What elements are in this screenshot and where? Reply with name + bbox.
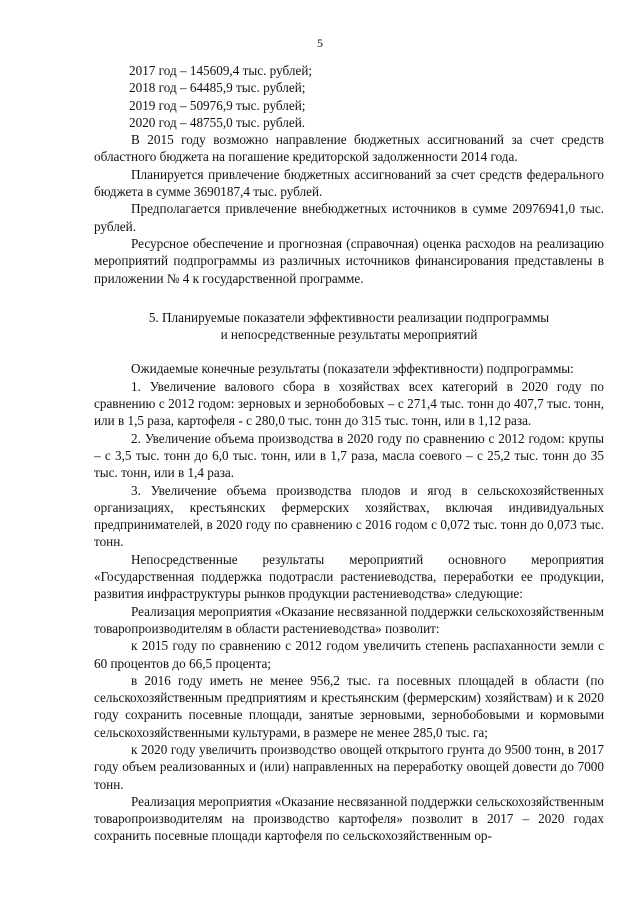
paragraph: Ожидаемые конечные результаты (показатели эффективности) подпрограммы: (131, 361, 574, 377)
paragraph: В 2015 году возможно направление бюджетных ассигнований за счет средств областного бюджета на погашение кредиторской задолженности 2014 года. (94, 132, 604, 165)
paragraph: в 2016 году иметь не менее 956,2 тыс. га посевных площадей в области (по сельскохозяйственным предприятиям и крестьянским (фермерским) хозяйствам) и к 2020 году сохранить посевные площади, занятые зерновыми, зернобобовыми и кормовыми сельскохозяйственными культурами, в размере не менее 285,0 тыс. га; (94, 672, 604, 740)
list-item: 2. Увеличение объема производства в 2020 году по сравнению с 2012 годом: крупы – с 3,5 тыс. тонн до 6,0 тыс. тонн, или в 1,7 раза, масла соевого – с 25,2 тыс. тонн до 35 тыс. тонн, или в 1,4 раза. (94, 430, 604, 481)
list-item: 1. Увеличение валового сбора в хозяйствах всех категорий в 2020 году по сравнению с 2012 годом: зерновых и зернобобовых – с 271,4 тыс. тонн до 407,7 тыс. тонн, или в 1,5 раза, картофеля - с 280,0 тыс. тонн до 315 тыс. тонн, или в 1,12 раза. (94, 378, 604, 429)
year-line: 2017 год – 145609,4 тыс. рублей; (129, 63, 313, 78)
section-heading (94, 309, 604, 344)
paragraph: Реализация мероприятия «Оказание несвязанной поддержки сельскохозяйственным товаропроизводителям на производство картофеля» позволит в 2017 – 2020 годах сохранить посевные площади картофеля по сельскохозяйственным ор- (94, 793, 604, 844)
page-number: 5 (317, 36, 323, 50)
paragraph: к 2020 году увеличить производство овощей открытого грунта до 9500 тонн, в 2017 году объем реализованных и (или) направленных на переработку овощей довести до 7000 тонн. (94, 741, 604, 792)
paragraph: Реализация мероприятия «Оказание несвязанной поддержки сельскохозяйственным товаропроизводителям в области растениеводства» позволит: (94, 603, 604, 636)
year-line: 2020 год – 48755,0 тыс. рублей. (129, 114, 306, 130)
year-line: 2019 год – 50976,9 тыс. рублей; (129, 97, 306, 113)
paragraph: к 2015 году по сравнению с 2012 годом увеличить степень распаханности земли с 60 процентов до 66,5 процента; (94, 638, 604, 671)
section-heading-line: 5. Планируемые показатели эффективности реализации подпрограммы (148, 309, 550, 325)
list-item: 3. Увеличение объема производства плодов и ягод в сельскохозяйственных организациях, крестьянских фермерских хозяйствах, включая индивидуальных предпринимателей, в 2020 году по сравнению с 2016 годом с 0,072 тыс. тонн до 0,073 тыс. тонн. (94, 482, 604, 550)
paragraph: Ресурсное обеспечение и прогнозная (справочная) оценка расходов на реализацию мероприятий подпрограммы из различных источников финансирования представлены в приложении № 4 к государственной программе. (94, 235, 604, 286)
paragraph: Предполагается привлечение внебюджетных источников в сумме 20976941,0 тыс. рублей. (94, 201, 604, 234)
year-line: 2018 год – 64485,9 тыс. рублей; (129, 80, 306, 96)
paragraph: Непосредственные результаты мероприятий основного мероприятия «Государственная поддержка подотрасли растениеводства, переработки ее продукции, развития инфраструктуры рынков продукции растениеводства» следующие: (94, 551, 604, 602)
document-body (94, 62, 604, 845)
section-heading-line: и непосредственные результаты мероприятий (220, 327, 478, 343)
paragraph: Планируется привлечение бюджетных ассигнований за счет средств федерального бюджета в сумме 3690187,4 тыс. рублей. (94, 166, 604, 200)
